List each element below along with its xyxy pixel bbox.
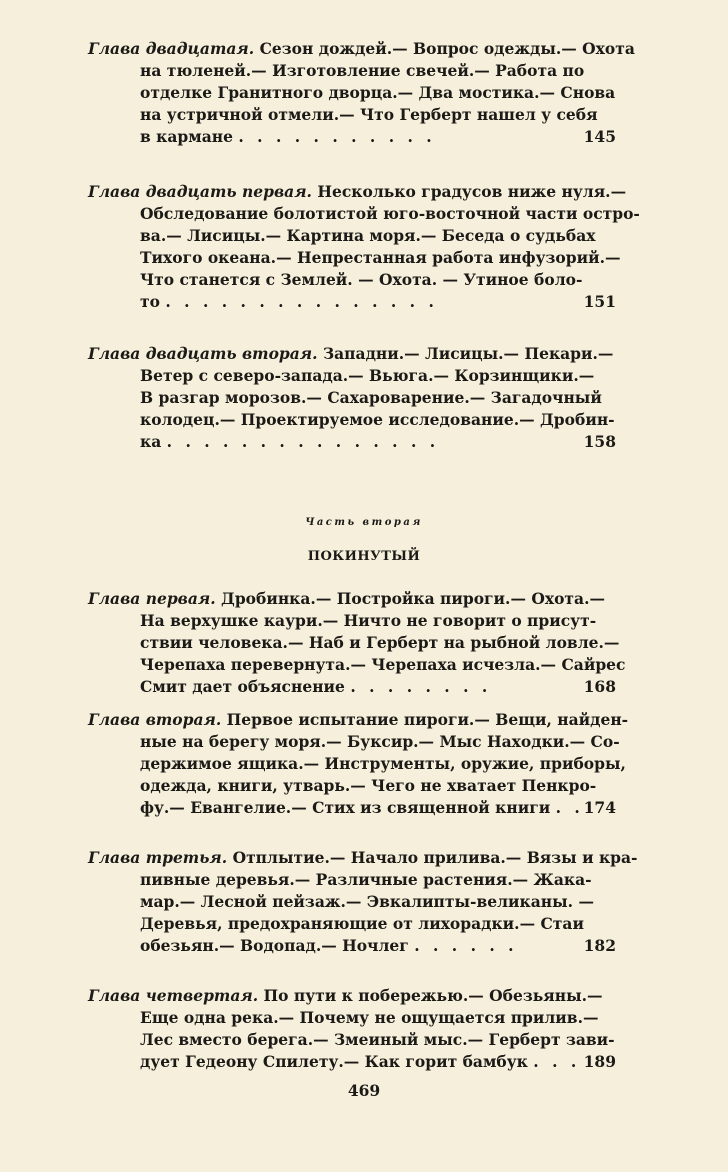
- entry-text: мар.— Лесной пейзаж.— Эвкалипты-великаны. —: [140, 892, 594, 911]
- leader-dots: . .: [555, 798, 584, 817]
- leader-dots: . . . . . . . . . . . . . . .: [165, 292, 438, 311]
- page-number: 145: [583, 127, 616, 146]
- chapter-label: Глава первая.: [88, 589, 216, 608]
- entry-text: в кармане: [140, 127, 233, 146]
- entry-text: дует Гедеону Спилету.— Как горит бамбук: [140, 1052, 528, 1071]
- entry-text: обезьян.— Водопад.— Ночлег: [140, 936, 409, 955]
- entry-text: отделке Гранитного дворца.— Два мостика.— Снова: [140, 83, 616, 102]
- page-number: 182: [583, 936, 616, 955]
- entry-text: Сезон дождей.— Вопрос одежды.— Охота: [259, 39, 635, 58]
- page-number: 158: [583, 432, 616, 451]
- entry-text: По пути к побережью.— Обезьяны.—: [263, 986, 603, 1005]
- chapter-label: Глава двадцатая.: [88, 39, 255, 58]
- part-label: Часть вторая: [305, 517, 423, 528]
- entry-text: на тюленей.— Изготовление свечей.— Работа по: [140, 61, 585, 80]
- entry-text: колодец.— Проектируемое исследование.— Дробин-: [140, 410, 615, 429]
- entry-text: Обследование болотистой юго-восточной части остро-: [140, 204, 640, 223]
- entry-text: Ветер с северо-запада.— Вьюга.— Корзинщики.—: [140, 366, 595, 385]
- entry-text: ствии человека.— Наб и Герберт на рыбной ловле.—: [140, 633, 620, 652]
- entry-text: Черепаха перевернута.— Черепаха исчезла.— Сайрес: [140, 655, 626, 674]
- entry-text: Еще одна река.— Почему не ощущается прилив.—: [140, 1008, 599, 1027]
- entry-text: Отплытие.— Начало прилива.— Вязы и кра-: [232, 848, 638, 867]
- entry-text: ные на берегу моря.— Буксир.— Мыс Находки.— Со-: [140, 732, 620, 751]
- entry-text: Дробинка.— Постройка пироги.— Охота.—: [221, 589, 605, 608]
- chapter-label: Глава двадцать первая.: [88, 182, 312, 201]
- entry-text: На верхушке каури.— Ничто не говорит о присут-: [140, 611, 597, 630]
- chapter-label: Глава четвертая.: [88, 986, 259, 1005]
- entry-text: то: [140, 292, 160, 311]
- entry-text: Первое испытание пироги.— Вещи, найден-: [226, 710, 629, 729]
- entry-text: В разгар морозов.— Сахароварение.— Загадочный: [140, 388, 602, 407]
- entry-text: Лес вместо берега.— Змеиный мыс.— Герберт зави-: [140, 1030, 615, 1049]
- page-number: 168: [583, 677, 616, 696]
- entry-text: Что станется с Землей. — Охота. — Утиное боло-: [140, 270, 583, 289]
- entry-text: ка: [140, 432, 162, 451]
- chapter-label: Глава вторая.: [88, 710, 222, 729]
- entry-text: Тихого океана.— Непрестанная работа инфузорий.—: [140, 248, 621, 267]
- chapter-label: Глава двадцать вторая.: [88, 344, 318, 363]
- entry-text: Деревья, предохраняющие от лихорадки.— Стаи: [140, 914, 584, 933]
- entry-text: пивные деревья.— Различные растения.— Жака-: [140, 870, 592, 889]
- entry-text: Западни.— Лисицы.— Пекари.—: [322, 344, 614, 363]
- leader-dots: . . . . . . . . . . . . . . .: [166, 432, 440, 451]
- entry-text: Смит дает объяснение: [140, 677, 345, 696]
- entry-text: одежда, книги, утварь.— Чего не хватает Пенкро-: [140, 776, 597, 795]
- leader-dots: . . . . . . . .: [350, 677, 492, 696]
- part-title: ПОКИНУТЫЙ: [307, 549, 421, 564]
- entry-text: Несколько градусов ниже нуля.—: [317, 182, 627, 201]
- entry-text: на устричной отмели.— Что Герберт нашел у себя: [140, 105, 598, 124]
- leader-dots: . . . . . . . . . . .: [238, 127, 436, 146]
- leader-dots: . . .: [533, 1052, 581, 1071]
- entry-text: ва.— Лисицы.— Картина моря.— Беседа о судьбах: [140, 226, 596, 245]
- entry-text: фу.— Евангелие.— Стих из священной книги: [140, 798, 551, 817]
- leader-dots: . . . . . .: [414, 936, 518, 955]
- page-number: 189: [583, 1052, 616, 1071]
- page-number: 151: [583, 292, 616, 311]
- chapter-label: Глава третья.: [88, 848, 228, 867]
- page-folio: 469: [347, 1081, 381, 1100]
- entry-text: держимое ящика.— Инструменты, оружие, приборы,: [140, 754, 626, 773]
- page-number: 174: [583, 798, 616, 817]
